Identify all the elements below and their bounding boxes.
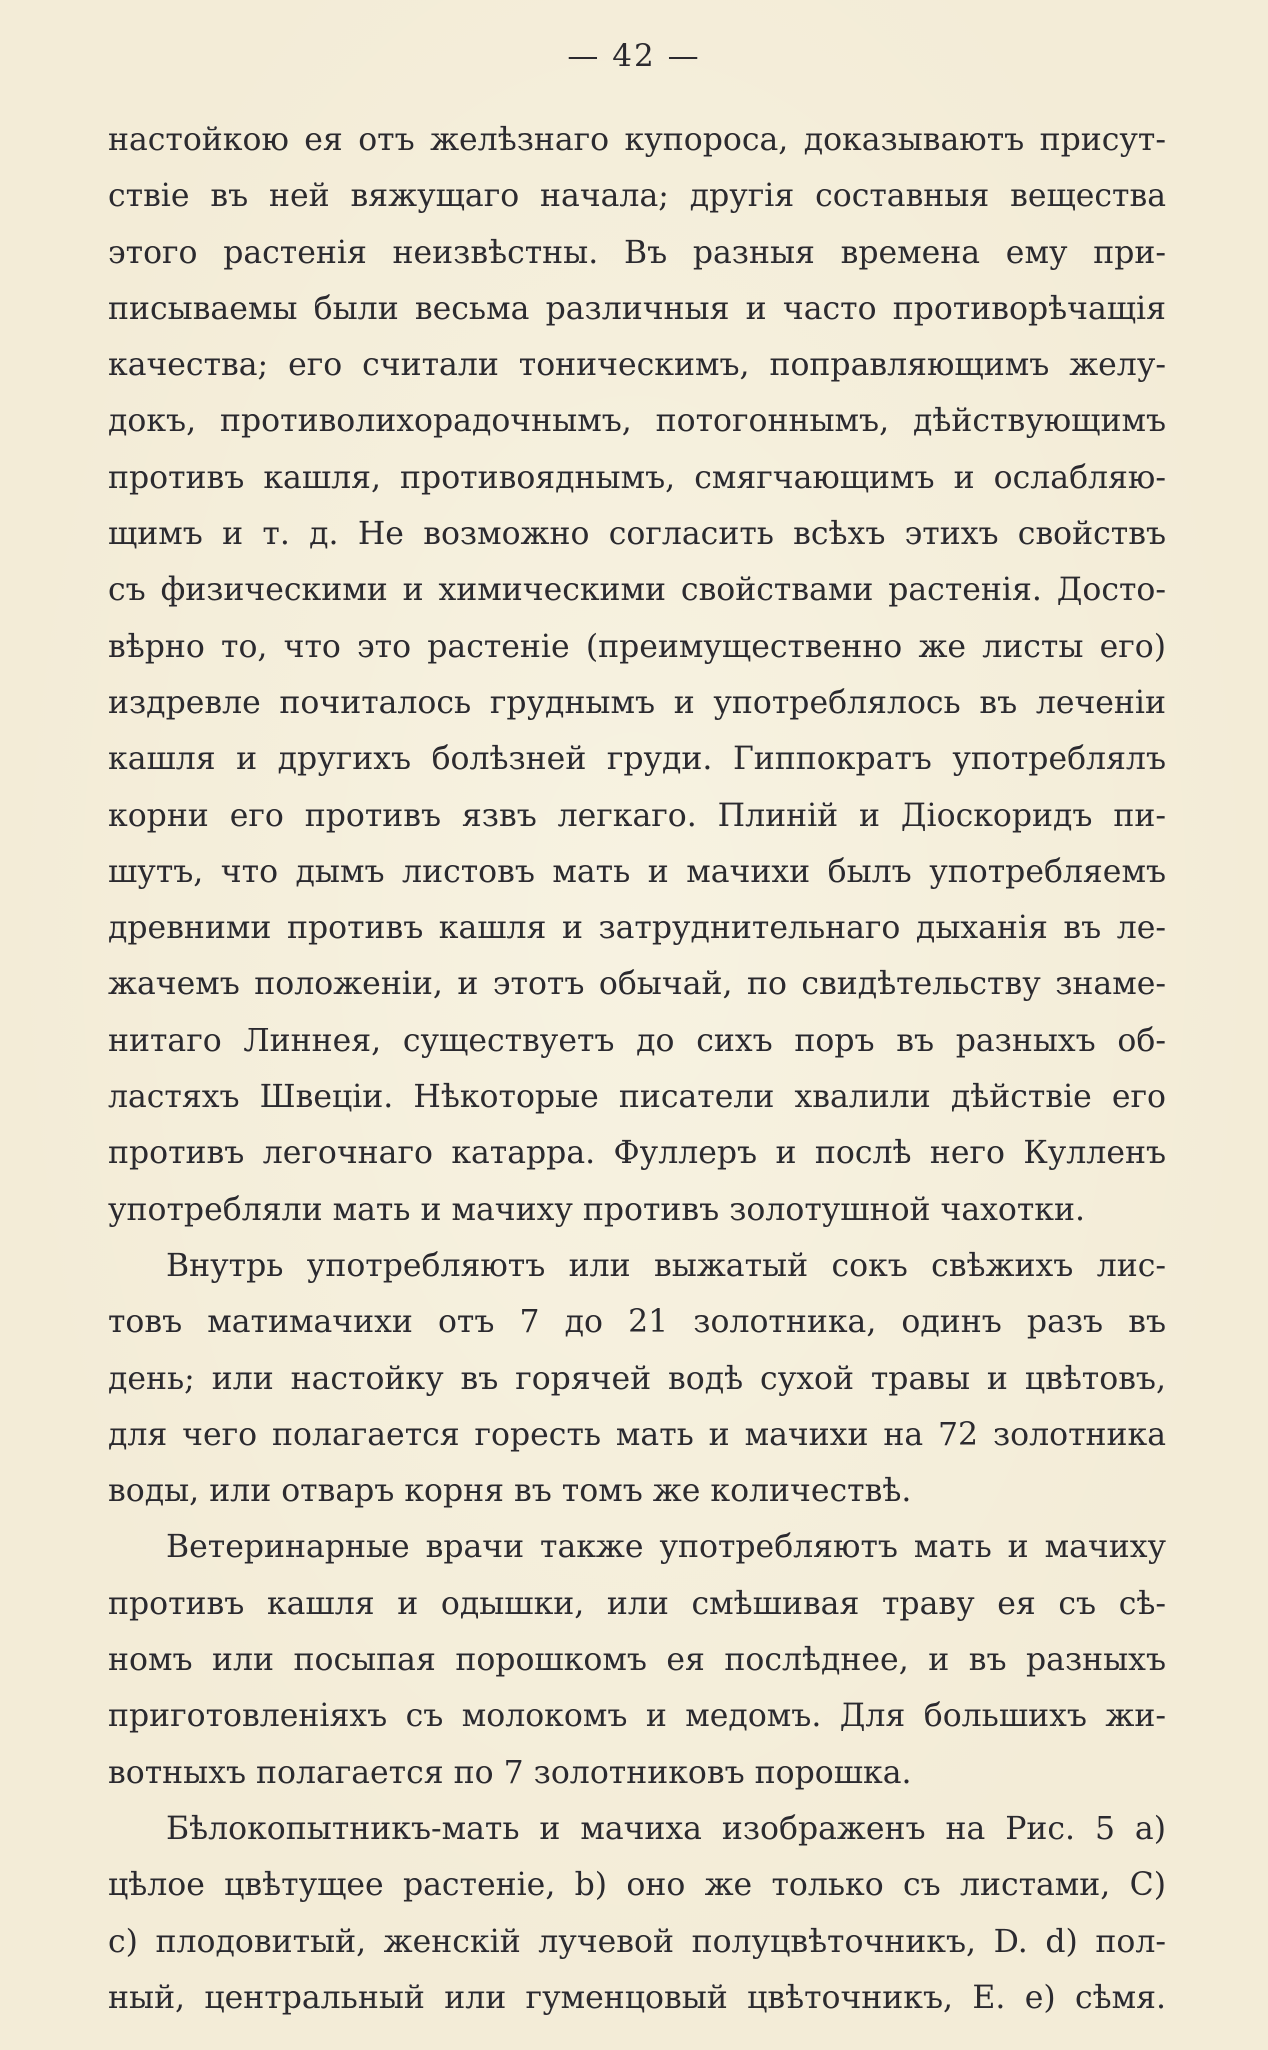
text-line: номъ или посыпая порошкомъ ея послѣднее, и въ разныхъ — [108, 1642, 1166, 1679]
text-line: древними противъ кашля и затруднительнаго дыханiя въ ле- — [108, 910, 1166, 947]
text-line: издревле почиталось груднымъ и употреблялось въ леченiи — [108, 684, 1166, 721]
text-line: кашля и другихъ болѣзней груди. Гиппократъ употреблялъ — [108, 741, 1166, 778]
text-line: воды, или отваръ корня въ томъ же количествѣ. — [108, 1473, 912, 1510]
text-line: корни его противъ язвъ легкаго. Плинiй и Дiоскоридъ пи- — [108, 797, 1166, 834]
text-line: жачемъ положенiи, и этотъ обычай, по свидѣтельству знаме- — [108, 966, 1166, 1003]
text-line: писываемы были весьма различныя и часто противорѣчащiя — [108, 290, 1166, 327]
text-line: шутъ, что дымъ листовъ мать и мачихи былъ употребляемъ — [108, 853, 1166, 890]
text-line: ластяхъ Швецiи. Нѣкоторые писатели хвалили дѣйствiе его — [108, 1079, 1166, 1116]
text-line: съ физическими и химическими свойствами растенiя. Досто- — [108, 572, 1166, 609]
paragraph-2 — [108, 1238, 1166, 1519]
paragraph-4 — [108, 1801, 1166, 2026]
text-line: докъ, противолихорадочнымъ, потогоннымъ, дѣйствующимъ — [108, 403, 1166, 440]
text-line: Внутрь употребляютъ или выжатый сокъ свѣжихъ лис- — [166, 1247, 1166, 1284]
text-line: щимъ и т. д. Не возможно согласить всѣхъ этихъ свойствъ — [108, 516, 1166, 553]
text-line: Бѣлокопытникъ-мать и мачиха изображенъ на Рис. 5 a) — [166, 1810, 1166, 1847]
text-line: нитаго Линнея, существуетъ до сихъ поръ въ разныхъ об- — [108, 1022, 1166, 1059]
page-number: — 42 — — [567, 38, 701, 74]
text-line: употребляли мать и мачиху противъ золотушной чахотки. — [108, 1191, 1086, 1228]
text-line: настойкою ея отъ желѣзнаго купороса, доказываютъ присут- — [108, 122, 1166, 158]
paragraph-3 — [108, 1519, 1166, 1800]
text-line: товъ матимачихи отъ 7 до 21 золотника, одинъ разъ въ — [108, 1304, 1166, 1341]
paragraph-1 — [108, 112, 1166, 1238]
text-line: противъ кашля, противояднымъ, смягчающимъ и ослабляю- — [108, 459, 1166, 496]
text-line: вѣрно то, что это растенiе (преимущественно же листы его) — [108, 628, 1166, 665]
text-line: противъ кашля и одышки, или смѣшивая траву ея съ сѣ- — [108, 1585, 1166, 1622]
text-line: ный, центральный или гуменцовый цвѣточникъ, E. e) сѣмя. — [108, 1979, 1166, 2016]
text-line: ствiе въ ней вяжущаго начала; другiя составныя вещества — [108, 178, 1166, 215]
text-line: качества; его считали тоническимъ, поправляющимъ желу- — [108, 347, 1166, 384]
text-line: для чего полагается горесть мать и мачихи на 72 золотника — [108, 1416, 1166, 1453]
text-line: вотныхъ полагается по 7 золотниковъ порошка. — [108, 1754, 912, 1791]
text-line: день; или настойку въ горячей водѣ сухой травы и цвѣтовъ, — [108, 1360, 1166, 1397]
body-text — [108, 112, 1166, 2026]
text-line: цѣлое цвѣтущее растенiе, b) оно же только съ листами, C) — [108, 1867, 1166, 1904]
text-line: противъ легочнаго катарра. Фуллеръ и послѣ него Кулленъ — [108, 1135, 1166, 1172]
text-line: c) плодовитый, женскiй лучевой полуцвѣточникъ, D. d) пол- — [108, 1923, 1166, 1960]
text-line: этого растенiя неизвѣстны. Въ разныя времена ему при- — [108, 234, 1166, 271]
text-line: приготовленiяхъ съ молокомъ и медомъ. Для большихъ жи- — [108, 1698, 1166, 1735]
text-line: Ветеринарные врачи также употребляютъ мать и мачиху — [166, 1529, 1166, 1566]
